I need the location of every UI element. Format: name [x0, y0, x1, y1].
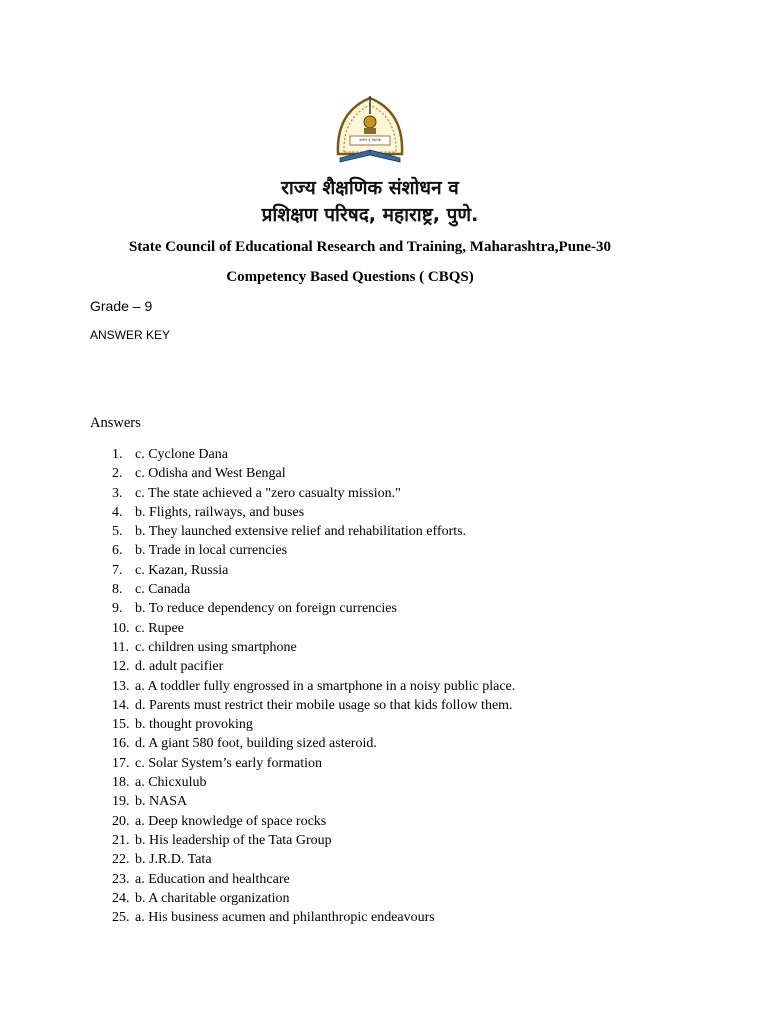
answer-number: 23. [112, 871, 130, 887]
answer-number: 2. [112, 466, 123, 482]
answer-item [112, 715, 515, 734]
document-title: Competency Based Questions ( CBQS) [226, 269, 474, 285]
answer-text: b. Trade in local currencies [135, 543, 288, 559]
answer-number: 13. [112, 678, 130, 694]
answer-text: c. children using smartphone [135, 639, 297, 655]
answer-text: a. Deep knowledge of space rocks [135, 813, 327, 829]
emblem-motto: ज्ञानाय तु महाराष्ट्र [359, 138, 381, 142]
answer-text: a. His business acumen and philanthropic endeavours [135, 910, 435, 926]
answer-text: b. A charitable organization [135, 890, 290, 906]
answer-item [112, 812, 515, 831]
answer-text: c. Cyclone Dana [135, 447, 228, 462]
answer-text: b. To reduce dependency on foreign currencies [135, 601, 397, 617]
answer-text: d. Parents must restrict their mobile usage so that kids follow them. [135, 697, 513, 713]
answer-item [112, 464, 515, 483]
answer-number: 19. [112, 794, 130, 810]
answer-number: 7. [112, 562, 123, 578]
scert-logo [330, 92, 410, 172]
answer-number: 16. [112, 736, 130, 752]
grade-label: Grade – 9 [90, 298, 153, 314]
answer-text: c. Odisha and West Bengal [135, 466, 286, 482]
answer-text: a. Education and healthcare [135, 871, 290, 887]
answer-item [112, 561, 515, 580]
emblem-icon [330, 92, 410, 172]
answer-number: 3. [112, 485, 123, 501]
answer-item [112, 522, 515, 541]
answer-item [112, 870, 515, 889]
answer-item [112, 792, 515, 811]
answer-item [112, 754, 515, 773]
answer-list [112, 445, 515, 927]
answer-item [112, 580, 515, 599]
answer-item [112, 503, 515, 522]
answer-text: c. The state achieved a "zero casualty mission." [135, 485, 401, 501]
answer-item [112, 619, 515, 638]
answer-number: 17. [112, 755, 130, 771]
answer-item [112, 484, 515, 503]
answer-number: 1. [112, 447, 123, 462]
answer-number: 4. [112, 504, 123, 520]
answer-item [112, 677, 515, 696]
answer-number: 12. [112, 659, 130, 675]
answer-item [112, 889, 515, 908]
answer-text: b. They launched extensive relief and rehabilitation efforts. [135, 524, 467, 540]
answer-text: c. Canada [135, 582, 191, 598]
answer-item [112, 908, 515, 927]
council-name: State Council of Educational Research and Training, Maharashtra,Pune-30 [128, 239, 612, 255]
answer-number: 18. [112, 775, 130, 791]
answer-item [112, 657, 515, 676]
answer-number: 5. [112, 524, 123, 540]
answer-key-label: ANSWER KEY [90, 328, 171, 342]
answer-number: 11. [112, 639, 129, 655]
devanagari-title-line1: राज्य शैक्षणिक संशोधन व [281, 177, 459, 199]
answer-number: 25. [112, 910, 130, 926]
answer-text: a. Chicxulub [135, 775, 207, 791]
answer-number: 9. [112, 601, 123, 617]
answer-text: b. thought provoking [135, 717, 253, 733]
answer-item [112, 696, 515, 715]
answer-item [112, 599, 515, 618]
answer-text: a. A toddler fully engrossed in a smartphone in a noisy public place. [135, 678, 516, 694]
answer-text: b. Flights, railways, and buses [135, 504, 305, 520]
answer-item [112, 445, 515, 464]
answer-number: 8. [112, 582, 123, 598]
answer-item [112, 638, 515, 657]
answer-number: 22. [112, 852, 130, 868]
answer-number: 6. [112, 543, 123, 559]
answer-number: 14. [112, 697, 130, 713]
answer-text: d. A giant 580 foot, building sized asteroid. [135, 736, 377, 752]
answer-text: b. NASA [135, 794, 188, 810]
answer-item [112, 541, 515, 560]
answer-text: d. adult pacifier [135, 659, 224, 675]
answer-text: c. Rupee [135, 620, 184, 636]
answer-number: 20. [112, 813, 130, 829]
answer-number: 24. [112, 890, 130, 906]
answer-text: b. J.R.D. Tata [135, 852, 212, 868]
answers-heading: Answers [90, 415, 141, 431]
answer-number: 15. [112, 717, 130, 733]
devanagari-title-line2: प्रशिक्षण परिषद, महाराष्ट्र, पुणे. [261, 204, 479, 226]
answer-text: b. His leadership of the Tata Group [135, 832, 332, 848]
answer-item [112, 831, 515, 850]
answer-text: c. Solar System’s early formation [135, 755, 323, 771]
answer-text: c. Kazan, Russia [135, 562, 229, 578]
answer-number: 21. [112, 832, 130, 848]
answer-number: 10. [112, 620, 130, 636]
answer-item [112, 734, 515, 753]
answer-item [112, 773, 515, 792]
answer-item [112, 850, 515, 869]
